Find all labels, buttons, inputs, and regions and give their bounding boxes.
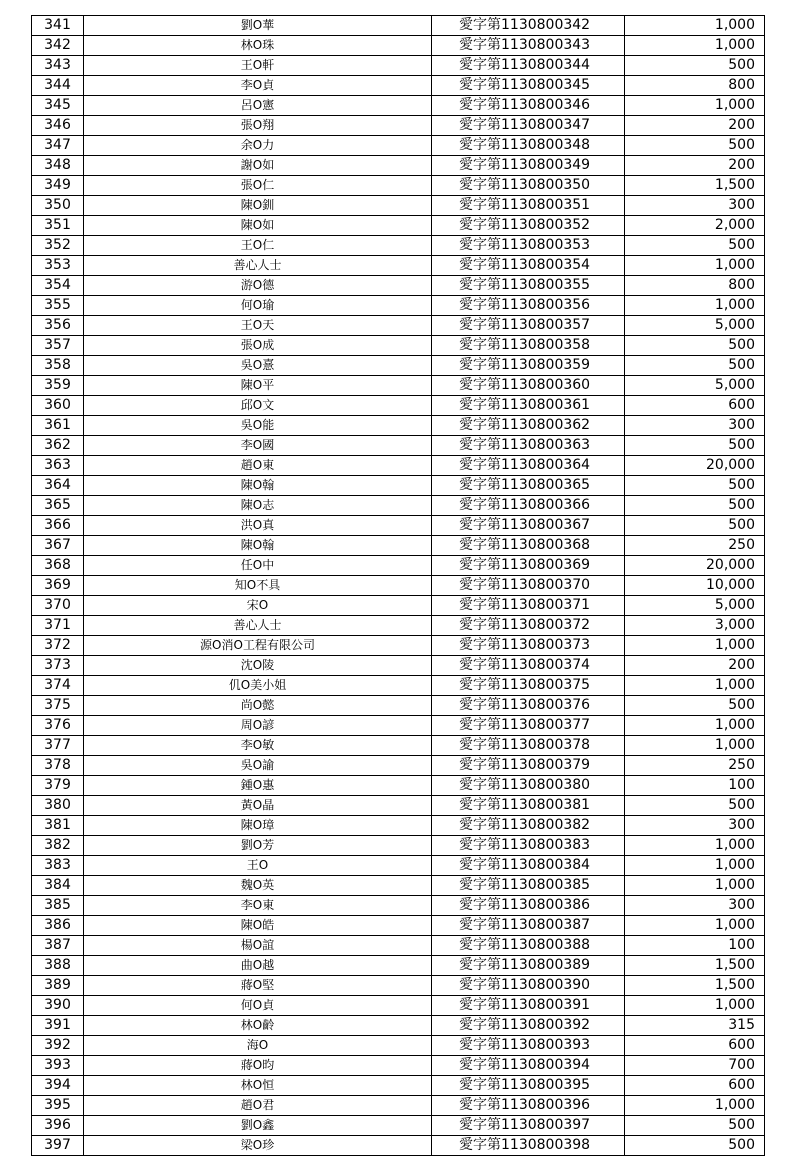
receipt-number: 愛字第1130800382 — [432, 816, 625, 836]
donor-name: 陳O平 — [84, 376, 432, 396]
receipt-number: 愛字第1130800349 — [432, 156, 625, 176]
table-row — [32, 916, 765, 936]
donor-name: 王O仁 — [84, 236, 432, 256]
donor-name: 林O齡 — [84, 1016, 432, 1036]
table-row — [32, 696, 765, 716]
donor-name: 楊O誼 — [84, 936, 432, 956]
receipt-number: 愛字第1130800391 — [432, 996, 625, 1016]
table-row — [32, 1016, 765, 1036]
row-number: 360 — [32, 396, 84, 416]
donation-amount: 315 — [625, 1016, 765, 1036]
donation-amount: 1,000 — [625, 296, 765, 316]
row-number: 379 — [32, 776, 84, 796]
row-number: 344 — [32, 76, 84, 96]
receipt-number: 愛字第1130800389 — [432, 956, 625, 976]
row-number: 373 — [32, 656, 84, 676]
receipt-number: 愛字第1130800356 — [432, 296, 625, 316]
donation-amount: 2,000 — [625, 216, 765, 236]
receipt-number: 愛字第1130800371 — [432, 596, 625, 616]
donor-name: 吳O諭 — [84, 756, 432, 776]
receipt-number: 愛字第1130800378 — [432, 736, 625, 756]
donor-name: 趙O東 — [84, 456, 432, 476]
donor-name: 魏O英 — [84, 876, 432, 896]
receipt-number: 愛字第1130800394 — [432, 1056, 625, 1076]
donation-amount: 500 — [625, 356, 765, 376]
donor-name: 李O國 — [84, 436, 432, 456]
receipt-number: 愛字第1130800388 — [432, 936, 625, 956]
row-number: 392 — [32, 1036, 84, 1056]
receipt-number: 愛字第1130800361 — [432, 396, 625, 416]
row-number: 374 — [32, 676, 84, 696]
table-row — [32, 56, 765, 76]
row-number: 356 — [32, 316, 84, 336]
donor-name: 仉O美小姐 — [84, 676, 432, 696]
donation-amount: 100 — [625, 936, 765, 956]
table-row — [32, 436, 765, 456]
table-row — [32, 196, 765, 216]
donor-name: 鍾O惠 — [84, 776, 432, 796]
receipt-number: 愛字第1130800347 — [432, 116, 625, 136]
receipt-number: 愛字第1130800377 — [432, 716, 625, 736]
donation-amount: 200 — [625, 156, 765, 176]
donation-amount: 1,500 — [625, 176, 765, 196]
donation-amount: 500 — [625, 56, 765, 76]
row-number: 343 — [32, 56, 84, 76]
donor-name: 謝O如 — [84, 156, 432, 176]
receipt-number: 愛字第1130800353 — [432, 236, 625, 256]
donation-amount: 500 — [625, 436, 765, 456]
donor-name: 吳O憙 — [84, 356, 432, 376]
row-number: 348 — [32, 156, 84, 176]
donation-amount: 1,000 — [625, 256, 765, 276]
table-row — [32, 1136, 765, 1156]
table-row — [32, 116, 765, 136]
donation-amount: 300 — [625, 196, 765, 216]
receipt-number: 愛字第1130800384 — [432, 856, 625, 876]
table-row — [32, 76, 765, 96]
donor-name: 善心人士 — [84, 256, 432, 276]
donor-name: 邱O文 — [84, 396, 432, 416]
receipt-number: 愛字第1130800366 — [432, 496, 625, 516]
donation-amount: 1,000 — [625, 836, 765, 856]
receipt-number: 愛字第1130800363 — [432, 436, 625, 456]
table-row — [32, 516, 765, 536]
table-row — [32, 976, 765, 996]
table-row — [32, 136, 765, 156]
table-row — [32, 256, 765, 276]
row-number: 364 — [32, 476, 84, 496]
donor-name: 何O貞 — [84, 996, 432, 1016]
donation-amount: 500 — [625, 796, 765, 816]
receipt-number: 愛字第1130800373 — [432, 636, 625, 656]
receipt-number: 愛字第1130800390 — [432, 976, 625, 996]
receipt-number: 愛字第1130800359 — [432, 356, 625, 376]
table-row — [32, 1056, 765, 1076]
donation-amount: 500 — [625, 336, 765, 356]
receipt-number: 愛字第1130800387 — [432, 916, 625, 936]
receipt-number: 愛字第1130800354 — [432, 256, 625, 276]
row-number: 345 — [32, 96, 84, 116]
donation-amount: 500 — [625, 696, 765, 716]
row-number: 363 — [32, 456, 84, 476]
donation-amount: 1,000 — [625, 916, 765, 936]
donor-name: 劉O鑫 — [84, 1116, 432, 1136]
donor-name: 源O消O工程有限公司 — [84, 636, 432, 656]
donation-amount: 20,000 — [625, 456, 765, 476]
row-number: 383 — [32, 856, 84, 876]
receipt-number: 愛字第1130800386 — [432, 896, 625, 916]
row-number: 384 — [32, 876, 84, 896]
row-number: 361 — [32, 416, 84, 436]
donation-amount: 250 — [625, 536, 765, 556]
donation-amount: 500 — [625, 496, 765, 516]
donor-name: 陳O如 — [84, 216, 432, 236]
donation-amount: 1,000 — [625, 16, 765, 36]
donation-amount: 100 — [625, 776, 765, 796]
donation-amount: 20,000 — [625, 556, 765, 576]
row-number: 376 — [32, 716, 84, 736]
row-number: 388 — [32, 956, 84, 976]
donation-amount: 1,000 — [625, 996, 765, 1016]
row-number: 365 — [32, 496, 84, 516]
donation-amount: 300 — [625, 416, 765, 436]
row-number: 353 — [32, 256, 84, 276]
row-number: 382 — [32, 836, 84, 856]
row-number: 387 — [32, 936, 84, 956]
donor-name: 陳O璋 — [84, 816, 432, 836]
table-row — [32, 456, 765, 476]
table-row — [32, 176, 765, 196]
receipt-number: 愛字第1130800375 — [432, 676, 625, 696]
donor-name: 王O天 — [84, 316, 432, 336]
donation-amount: 600 — [625, 1076, 765, 1096]
receipt-number: 愛字第1130800351 — [432, 196, 625, 216]
row-number: 355 — [32, 296, 84, 316]
donor-name: 蔣O堅 — [84, 976, 432, 996]
donation-amount: 800 — [625, 76, 765, 96]
donation-amount: 1,000 — [625, 856, 765, 876]
receipt-number: 愛字第1130800370 — [432, 576, 625, 596]
row-number: 393 — [32, 1056, 84, 1076]
row-number: 354 — [32, 276, 84, 296]
table-row — [32, 496, 765, 516]
donor-name: 余O力 — [84, 136, 432, 156]
donor-name: 黃O晶 — [84, 796, 432, 816]
donation-amount: 10,000 — [625, 576, 765, 596]
donation-amount: 300 — [625, 816, 765, 836]
row-number: 395 — [32, 1096, 84, 1116]
donation-amount: 600 — [625, 1036, 765, 1056]
table-row — [32, 376, 765, 396]
donation-amount: 1,000 — [625, 636, 765, 656]
row-number: 386 — [32, 916, 84, 936]
donor-name: 劉O芳 — [84, 836, 432, 856]
receipt-number: 愛字第1130800358 — [432, 336, 625, 356]
donor-name: 吳O能 — [84, 416, 432, 436]
donor-name: 王O — [84, 856, 432, 876]
row-number: 366 — [32, 516, 84, 536]
donation-amount: 600 — [625, 396, 765, 416]
row-number: 389 — [32, 976, 84, 996]
receipt-number: 愛字第1130800352 — [432, 216, 625, 236]
donation-amount: 1,500 — [625, 956, 765, 976]
receipt-number: 愛字第1130800376 — [432, 696, 625, 716]
row-number: 362 — [32, 436, 84, 456]
receipt-number: 愛字第1130800350 — [432, 176, 625, 196]
donation-amount: 1,500 — [625, 976, 765, 996]
receipt-number: 愛字第1130800346 — [432, 96, 625, 116]
donor-name: 周O諺 — [84, 716, 432, 736]
donor-name: 梁O珍 — [84, 1136, 432, 1156]
row-number: 352 — [32, 236, 84, 256]
row-number: 358 — [32, 356, 84, 376]
receipt-number: 愛字第1130800345 — [432, 76, 625, 96]
table-row — [32, 296, 765, 316]
table-row — [32, 836, 765, 856]
donation-amount: 700 — [625, 1056, 765, 1076]
table-row — [32, 936, 765, 956]
donor-name: 陳O翰 — [84, 476, 432, 496]
row-number: 341 — [32, 16, 84, 36]
table-row — [32, 316, 765, 336]
table-row — [32, 676, 765, 696]
donation-amount: 500 — [625, 476, 765, 496]
receipt-number: 愛字第1130800396 — [432, 1096, 625, 1116]
receipt-number: 愛字第1130800381 — [432, 796, 625, 816]
donation-amount: 500 — [625, 1136, 765, 1156]
table-row — [32, 1076, 765, 1096]
donation-amount: 1,000 — [625, 676, 765, 696]
donation-amount: 200 — [625, 116, 765, 136]
receipt-number: 愛字第1130800398 — [432, 1136, 625, 1156]
receipt-number: 愛字第1130800365 — [432, 476, 625, 496]
donor-name: 沈O陵 — [84, 656, 432, 676]
receipt-number: 愛字第1130800362 — [432, 416, 625, 436]
donor-name: 李O敏 — [84, 736, 432, 756]
receipt-number: 愛字第1130800368 — [432, 536, 625, 556]
table-row — [32, 356, 765, 376]
donation-amount: 300 — [625, 896, 765, 916]
table-row — [32, 596, 765, 616]
donor-name: 陳O翰 — [84, 536, 432, 556]
table-row — [32, 396, 765, 416]
donation-amount: 800 — [625, 276, 765, 296]
row-number: 346 — [32, 116, 84, 136]
receipt-number: 愛字第1130800367 — [432, 516, 625, 536]
donation-amount: 500 — [625, 136, 765, 156]
table-row — [32, 236, 765, 256]
row-number: 378 — [32, 756, 84, 776]
donor-name: 任O中 — [84, 556, 432, 576]
donation-amount: 5,000 — [625, 316, 765, 336]
row-number: 350 — [32, 196, 84, 216]
receipt-number: 愛字第1130800385 — [432, 876, 625, 896]
table-row — [32, 1096, 765, 1116]
row-number: 372 — [32, 636, 84, 656]
table-row — [32, 856, 765, 876]
row-number: 369 — [32, 576, 84, 596]
row-number: 367 — [32, 536, 84, 556]
table-row — [32, 616, 765, 636]
table-row — [32, 756, 765, 776]
donor-name: 尚O懿 — [84, 696, 432, 716]
table-row — [32, 636, 765, 656]
donor-name: 海O — [84, 1036, 432, 1056]
donation-amount: 250 — [625, 756, 765, 776]
table-row — [32, 796, 765, 816]
receipt-number: 愛字第1130800360 — [432, 376, 625, 396]
receipt-number: 愛字第1130800364 — [432, 456, 625, 476]
donation-amount: 5,000 — [625, 596, 765, 616]
row-number: 370 — [32, 596, 84, 616]
table-row — [32, 876, 765, 896]
donor-name: 李O東 — [84, 896, 432, 916]
donor-name: 王O軒 — [84, 56, 432, 76]
donation-table — [31, 15, 765, 1156]
donor-name: 趙O君 — [84, 1096, 432, 1116]
donor-name: 陳O皓 — [84, 916, 432, 936]
receipt-number: 愛字第1130800374 — [432, 656, 625, 676]
table-row — [32, 776, 765, 796]
donation-amount: 1,000 — [625, 1096, 765, 1116]
table-row — [32, 416, 765, 436]
table-row — [32, 156, 765, 176]
row-number: 359 — [32, 376, 84, 396]
donor-name: 何O瑜 — [84, 296, 432, 316]
table-row — [32, 216, 765, 236]
row-number: 396 — [32, 1116, 84, 1136]
row-number: 347 — [32, 136, 84, 156]
donation-amount: 1,000 — [625, 716, 765, 736]
receipt-number: 愛字第1130800383 — [432, 836, 625, 856]
table-row — [32, 656, 765, 676]
row-number: 368 — [32, 556, 84, 576]
receipt-number: 愛字第1130800343 — [432, 36, 625, 56]
row-number: 390 — [32, 996, 84, 1016]
donation-amount: 1,000 — [625, 36, 765, 56]
table-row — [32, 576, 765, 596]
receipt-number: 愛字第1130800369 — [432, 556, 625, 576]
donation-amount: 500 — [625, 1116, 765, 1136]
receipt-number: 愛字第1130800355 — [432, 276, 625, 296]
receipt-number: 愛字第1130800397 — [432, 1116, 625, 1136]
row-number: 380 — [32, 796, 84, 816]
donor-name: 張O翔 — [84, 116, 432, 136]
receipt-number: 愛字第1130800344 — [432, 56, 625, 76]
donor-name: 林O恒 — [84, 1076, 432, 1096]
donor-name: 陳O志 — [84, 496, 432, 516]
receipt-number: 愛字第1130800372 — [432, 616, 625, 636]
row-number: 385 — [32, 896, 84, 916]
table-row — [32, 556, 765, 576]
receipt-number: 愛字第1130800342 — [432, 16, 625, 36]
donor-name: 呂O憲 — [84, 96, 432, 116]
table-row — [32, 1036, 765, 1056]
donation-amount: 5,000 — [625, 376, 765, 396]
row-number: 381 — [32, 816, 84, 836]
row-number: 357 — [32, 336, 84, 356]
receipt-number: 愛字第1130800379 — [432, 756, 625, 776]
donor-name: 游O德 — [84, 276, 432, 296]
table-row — [32, 716, 765, 736]
donor-name: 張O成 — [84, 336, 432, 356]
row-number: 375 — [32, 696, 84, 716]
donor-name: 宋O — [84, 596, 432, 616]
receipt-number: 愛字第1130800392 — [432, 1016, 625, 1036]
donor-name: 蔣O昀 — [84, 1056, 432, 1076]
donor-name: 李O貞 — [84, 76, 432, 96]
donation-amount: 500 — [625, 236, 765, 256]
donor-name: 劉O華 — [84, 16, 432, 36]
row-number: 377 — [32, 736, 84, 756]
donor-name: 知O不具 — [84, 576, 432, 596]
receipt-number: 愛字第1130800380 — [432, 776, 625, 796]
table-row — [32, 536, 765, 556]
donor-name: 善心人士 — [84, 616, 432, 636]
donation-amount: 1,000 — [625, 876, 765, 896]
donor-name: 曲O越 — [84, 956, 432, 976]
table-row — [32, 336, 765, 356]
table-row — [32, 816, 765, 836]
donation-amount: 500 — [625, 516, 765, 536]
table-row — [32, 996, 765, 1016]
table-row — [32, 476, 765, 496]
table-row — [32, 736, 765, 756]
table-row — [32, 896, 765, 916]
receipt-number: 愛字第1130800357 — [432, 316, 625, 336]
table-row — [32, 16, 765, 36]
receipt-number: 愛字第1130800393 — [432, 1036, 625, 1056]
row-number: 371 — [32, 616, 84, 636]
donation-amount: 3,000 — [625, 616, 765, 636]
donation-amount: 1,000 — [625, 736, 765, 756]
table-row — [32, 276, 765, 296]
donation-amount: 200 — [625, 656, 765, 676]
row-number: 342 — [32, 36, 84, 56]
donation-amount: 1,000 — [625, 96, 765, 116]
table-row — [32, 1116, 765, 1136]
donor-name: 洪O真 — [84, 516, 432, 536]
table-row — [32, 36, 765, 56]
donor-name: 林O珠 — [84, 36, 432, 56]
row-number: 391 — [32, 1016, 84, 1036]
row-number: 349 — [32, 176, 84, 196]
receipt-number: 愛字第1130800395 — [432, 1076, 625, 1096]
donation-table-body — [32, 16, 765, 1156]
donor-name: 張O仁 — [84, 176, 432, 196]
table-row — [32, 956, 765, 976]
row-number: 394 — [32, 1076, 84, 1096]
table-row — [32, 96, 765, 116]
donor-name: 陳O釧 — [84, 196, 432, 216]
receipt-number: 愛字第1130800348 — [432, 136, 625, 156]
row-number: 397 — [32, 1136, 84, 1156]
row-number: 351 — [32, 216, 84, 236]
